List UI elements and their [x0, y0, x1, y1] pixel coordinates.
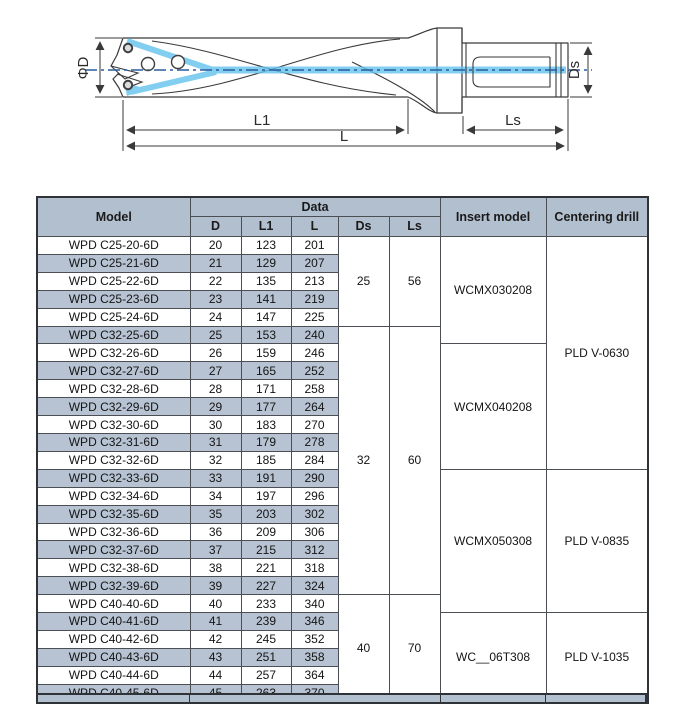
l-cell: 364	[291, 666, 338, 684]
model-cell: WPD C32-39-6D	[37, 577, 190, 595]
spec-table-wrap	[36, 196, 649, 704]
l1-cell: 245	[241, 630, 291, 648]
centering-drill-cell: PLD V-1035	[546, 613, 648, 703]
model-cell: WPD C40-44-6D	[37, 666, 190, 684]
l1-cell: 165	[241, 362, 291, 380]
d-cell: 26	[190, 344, 241, 362]
l1-cell: 239	[241, 613, 291, 631]
model-cell: WPD C32-35-6D	[37, 505, 190, 523]
header-centering-drill: Centering drill	[546, 197, 648, 237]
model-cell: WPD C32-36-6D	[37, 523, 190, 541]
d-cell: 20	[190, 237, 241, 255]
header-data-group: Data	[190, 197, 440, 217]
insert-model-cell: WCMX040208	[440, 344, 546, 469]
d-cell: 22	[190, 272, 241, 290]
model-cell: WPD C25-20-6D	[37, 237, 190, 255]
l-cell: 207	[291, 254, 338, 272]
l-cell: 312	[291, 541, 338, 559]
d-cell: 34	[190, 487, 241, 505]
l1-cell: 233	[241, 595, 291, 613]
l-cell: 318	[291, 559, 338, 577]
l-cell: 302	[291, 505, 338, 523]
column-divider	[440, 695, 441, 702]
overall-length-label: L	[339, 128, 349, 145]
ls-group-cell: 70	[389, 595, 440, 703]
l1-cell: 179	[241, 433, 291, 451]
diameter-label: ΦD	[75, 56, 92, 80]
column-divider	[189, 695, 190, 702]
l1-cell: 159	[241, 344, 291, 362]
l-cell: 201	[291, 237, 338, 255]
l1-cell: 123	[241, 237, 291, 255]
header-ds: Ds	[338, 217, 389, 237]
insert-model-cell: WCMX050308	[440, 469, 546, 612]
model-cell: WPD C40-43-6D	[37, 648, 190, 666]
l-cell: 225	[291, 308, 338, 326]
l-cell: 284	[291, 451, 338, 469]
d-cell: 37	[190, 541, 241, 559]
l-cell: 358	[291, 648, 338, 666]
l1-cell: 257	[241, 666, 291, 684]
ls-group-cell: 60	[389, 326, 440, 595]
l1-cell: 227	[241, 577, 291, 595]
insert-screw-bottom	[124, 81, 132, 89]
d-cell: 27	[190, 362, 241, 380]
l1-cell: 203	[241, 505, 291, 523]
l1-cell: 129	[241, 254, 291, 272]
model-cell: WPD C40-41-6D	[37, 613, 190, 631]
model-cell: WPD C40-42-6D	[37, 630, 190, 648]
l-cell: 258	[291, 380, 338, 398]
l-cell: 219	[291, 290, 338, 308]
l1-cell: 147	[241, 308, 291, 326]
drill-technical-drawing	[0, 0, 700, 192]
l-cell: 324	[291, 577, 338, 595]
model-cell: WPD C32-31-6D	[37, 433, 190, 451]
next-table-partial	[36, 693, 647, 702]
d-cell: 38	[190, 559, 241, 577]
model-cell: WPD C32-25-6D	[37, 326, 190, 344]
model-cell: WPD C32-29-6D	[37, 398, 190, 416]
d-cell: 28	[190, 380, 241, 398]
d-cell: 31	[190, 433, 241, 451]
table-header	[37, 197, 648, 237]
model-cell: WPD C32-33-6D	[37, 469, 190, 487]
d-cell: 39	[190, 577, 241, 595]
l1-cell: 135	[241, 272, 291, 290]
model-cell: WPD C40-40-6D	[37, 595, 190, 613]
model-cell: WPD C32-38-6D	[37, 559, 190, 577]
l1-cell: 153	[241, 326, 291, 344]
flute-length-label: L1	[253, 112, 271, 129]
header-d: D	[190, 217, 241, 237]
l-cell: 240	[291, 326, 338, 344]
model-cell: WPD C25-24-6D	[37, 308, 190, 326]
d-cell: 44	[190, 666, 241, 684]
l-cell: 306	[291, 523, 338, 541]
d-cell: 30	[190, 416, 241, 434]
table-row	[37, 237, 648, 255]
shank-diameter-label: Ds	[566, 60, 583, 80]
header-l: L	[291, 217, 338, 237]
ds-group-cell: 25	[338, 237, 389, 327]
table-body	[37, 237, 648, 703]
l1-cell: 221	[241, 559, 291, 577]
header-insert-model: Insert model	[440, 197, 546, 237]
l1-cell: 191	[241, 469, 291, 487]
d-cell: 42	[190, 630, 241, 648]
l-cell: 278	[291, 433, 338, 451]
header-ls: Ls	[389, 217, 440, 237]
header-l1: L1	[241, 217, 291, 237]
d-cell: 36	[190, 523, 241, 541]
insert-model-cell: WC__06T308	[440, 613, 546, 703]
column-divider	[545, 695, 546, 702]
model-cell: WPD C32-27-6D	[37, 362, 190, 380]
model-cell: WPD C32-26-6D	[37, 344, 190, 362]
l1-cell: 197	[241, 487, 291, 505]
l1-cell: 251	[241, 648, 291, 666]
l-cell: 246	[291, 344, 338, 362]
d-cell: 35	[190, 505, 241, 523]
l-cell: 270	[291, 416, 338, 434]
l1-cell: 171	[241, 380, 291, 398]
d-cell: 23	[190, 290, 241, 308]
d-cell: 40	[190, 595, 241, 613]
insert-model-cell: WCMX030208	[440, 237, 546, 344]
l-cell: 264	[291, 398, 338, 416]
l-cell: 252	[291, 362, 338, 380]
d-cell: 43	[190, 648, 241, 666]
insert-screw-top	[124, 44, 132, 52]
l-cell: 346	[291, 613, 338, 631]
model-cell: WPD C32-37-6D	[37, 541, 190, 559]
l1-cell: 183	[241, 416, 291, 434]
d-cell: 33	[190, 469, 241, 487]
ds-group-cell: 40	[338, 595, 389, 703]
shank-length-label: Ls	[505, 112, 521, 129]
centering-drill-cell: PLD V-0835	[546, 469, 648, 612]
d-cell: 41	[190, 613, 241, 631]
d-cell: 25	[190, 326, 241, 344]
model-cell: WPD C25-21-6D	[37, 254, 190, 272]
d-cell: 21	[190, 254, 241, 272]
ds-group-cell: 32	[338, 326, 389, 595]
model-cell: WPD C32-34-6D	[37, 487, 190, 505]
header-model: Model	[37, 197, 190, 237]
ls-group-cell: 56	[389, 237, 440, 327]
model-cell: WPD C32-32-6D	[37, 451, 190, 469]
l-cell: 213	[291, 272, 338, 290]
d-cell: 29	[190, 398, 241, 416]
model-cell: WPD C25-23-6D	[37, 290, 190, 308]
model-cell: WPD C32-28-6D	[37, 380, 190, 398]
d-cell: 24	[190, 308, 241, 326]
centering-drill-cell: PLD V-0630	[546, 237, 648, 470]
model-cell: WPD C32-30-6D	[37, 416, 190, 434]
coolant-hole-right	[172, 56, 185, 69]
l1-cell: 185	[241, 451, 291, 469]
l-cell: 352	[291, 630, 338, 648]
l-cell: 340	[291, 595, 338, 613]
coolant-hole-left	[142, 58, 155, 71]
l1-cell: 215	[241, 541, 291, 559]
spec-table	[36, 196, 649, 704]
l1-cell: 141	[241, 290, 291, 308]
l-cell: 296	[291, 487, 338, 505]
d-cell: 32	[190, 451, 241, 469]
l-cell: 290	[291, 469, 338, 487]
l1-cell: 177	[241, 398, 291, 416]
model-cell: WPD C25-22-6D	[37, 272, 190, 290]
l1-cell: 209	[241, 523, 291, 541]
